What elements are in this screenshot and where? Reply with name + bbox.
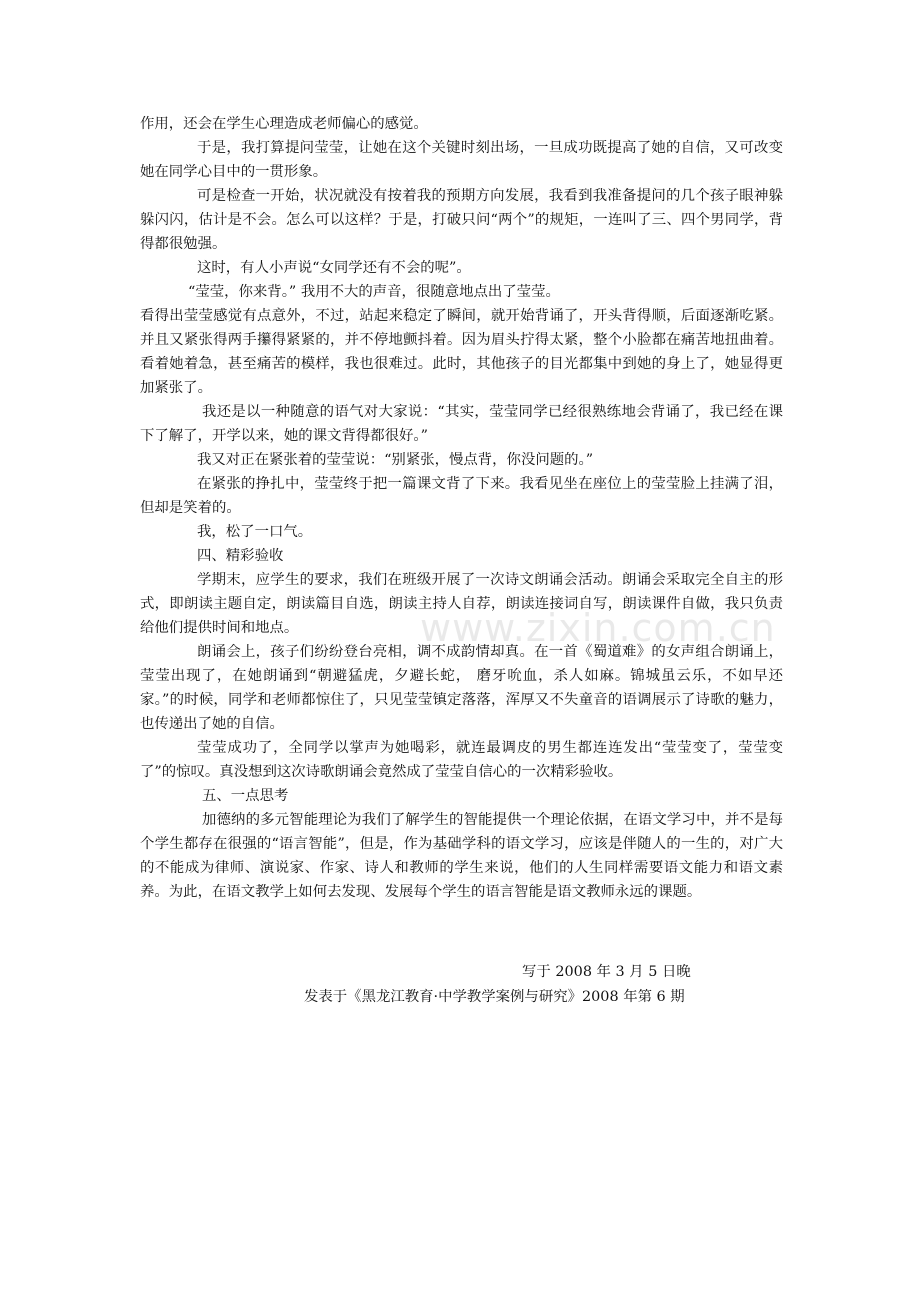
paragraph: 这时，有人小声说“女同学还有不会的呢”。 — [197, 260, 471, 276]
paragraph: 学期末，应学生的要求，我们在班级开展了一次诗文朗诵会活动。朗诵会采取完全自主的形式，即朗读主题自定，朗读篇目自选，朗读主持人自荐，朗读连接词自写，朗读课件自做，我只负责给他们提供时间和地点。 — [140, 572, 783, 636]
paragraph: 我又对正在紧张着的莹莹说：“别紧张，慢点背，你没问题的。” — [197, 452, 594, 468]
publication-note: 发表于《黑龙江教育·中学教学案例与研究》2008 年第 6 期 — [304, 989, 685, 1005]
paragraph: 朗诵会上，孩子们纷纷登台亮相，调不成韵情却真。在一首《蜀道难》的女声组合朗诵上，莹莹出现了，在她朗诵到“朝避猛虎，夕避长蛇， 磨牙吮血，杀人如麻。锦城虽云乐，不如早还家。”的时候，同学和老师都惊住了，只见莹莹镇定落落，浑厚又不失童音的语调展示了诗歌的魅力，也传递出了她的自信。 — [140, 644, 783, 732]
paragraph: 可是检查一开始，状况就没有按着我的预期方向发展，我看到我准备提问的几个孩子眼神躲躲闪闪，估计是不会。怎么可以这样？于是，打破只问“两个”的规矩，一连叫了三、四个男同学，背得都很勉强。 — [140, 188, 783, 252]
signature-date: 写于 2008 年 3 月 5 日晚 — [522, 964, 691, 980]
section-heading: 五、一点思考 — [202, 788, 289, 804]
paragraph: 于是，我打算提问莹莹，让她在这个关键时刻出场，一旦成功既提高了她的自信，又可改变她在同学心目中的一贯形象。 — [140, 140, 783, 180]
paragraph: 看得出莹莹感觉有点意外，不过，站起来稳定了瞬间，就开始背诵了，开头背得顺，后面逐渐吃紧。并且又紧张得两手攥得紧紧的，并不停地颤抖着。因为眉头拧得太紧，整个小脸都在痛苦地扭曲着。看着她着急，甚至痛苦的模样，我也很难过。此时，其他孩子的目光都集中到她的身上了，她显得更加紧张了。 — [140, 308, 783, 396]
paragraph-continuation: 作用，还会在学生心理造成老师偏心的感觉。 — [140, 116, 428, 132]
watermark: www.zixin.com.cn — [420, 606, 776, 650]
article-body — [140, 112, 783, 904]
paragraph: 在紧张的挣扎中，莹莹终于把一篇课文背了下来。我看见坐在座位上的莹莹脸上挂满了泪，但却是笑着的。 — [140, 476, 783, 516]
paragraph: 我，松了一口气。 — [197, 524, 313, 540]
paragraph: 加德纳的多元智能理论为我们了解学生的智能提供一个理论依据，在语文学习中，并不是每个学生都存在很强的“语言智能”，但是，作为基础学科的语文学习，应该是伴随人的一生的，对广大的不能成为律师、演说家、作家、诗人和教师的学生来说，他们的人生同样需要语文能力和语文素养。为此，在语文教学上如何去发现、发展每个学生的语言智能是语文教师永远的课题。 — [140, 812, 783, 900]
paragraph: “莹莹，你来背。” 我用不大的声音，很随意地点出了莹莹。 — [188, 284, 560, 300]
section-heading: 四、精彩验收 — [197, 548, 284, 564]
paragraph: 莹莹成功了，全同学以掌声为她喝彩，就连最调皮的男生都连连发出“莹莹变了，莹莹变了”的惊叹。真没想到这次诗歌朗诵会竟然成了莹莹自信心的一次精彩验收。 — [140, 740, 783, 780]
paragraph: 我还是以一种随意的语气对大家说：“其实，莹莹同学已经很熟练地会背诵了，我已经在课下了解了，开学以来，她的课文背得都很好。” — [140, 404, 783, 444]
